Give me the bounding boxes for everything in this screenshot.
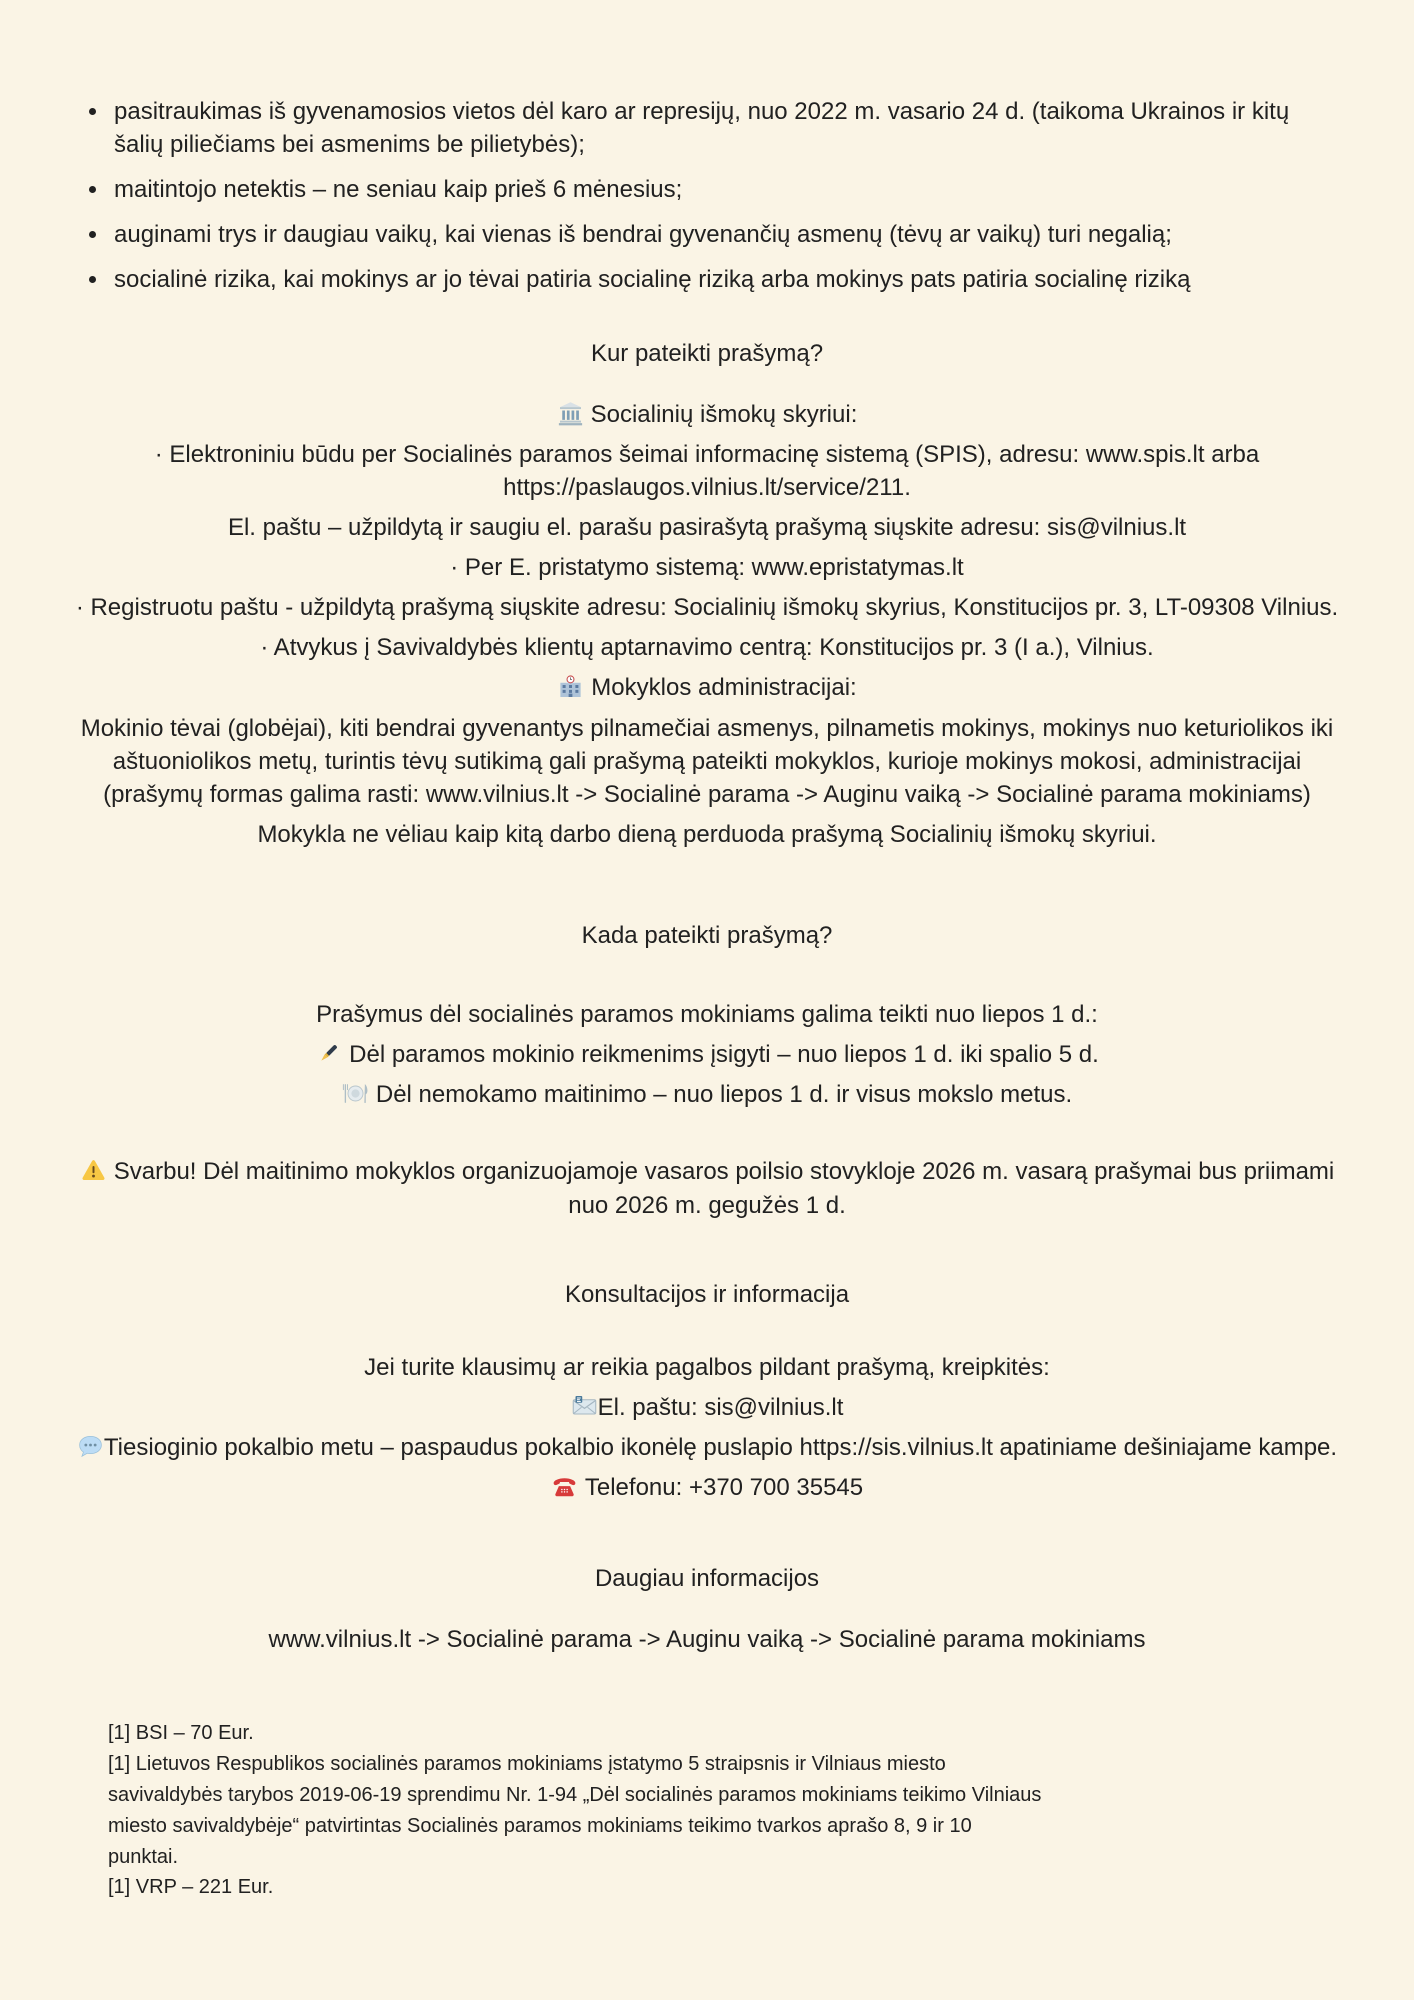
warning-icon [80, 1157, 107, 1184]
benefits-division-block [68, 398, 1346, 665]
section-heading-when: Kada pateikti prašymą? [581, 921, 833, 949]
footnote: [1] Lietuvos Respublikos socialinės paramos mokiniams įstatymo 5 straipsnis ir Vilniaus miesto savivaldybės tarybos 2019-06-19 sprendimu Nr. 1-94 „Dėl socialinės paramos mokiniams teikimo Vilniaus miesto savivaldybėje“ patvirtintas Socialinės paramos mokiniams teikimo tvarkos aprašo 8, 9 ir 10 punktai. [108, 1753, 1042, 1868]
fork-knife-plate-icon [342, 1080, 369, 1107]
channel-line: · Registruotu paštu - užpildytą prašymą siųskite adresu: Socialinių išmokų skyrius, Konstitucijos pr. 3, LT-09308 Vilnius. [75, 594, 1339, 622]
contact-email [68, 1391, 1346, 1424]
school-admin-title-text: Mokyklos administracijai: [591, 674, 857, 702]
channel-line: El. paštu – užpildytą ir saugiu el. parašu pasirašytą prašymą siųskite adresu: sis@vilnius.lt [227, 513, 1187, 541]
pen-icon [315, 1040, 342, 1067]
bank-icon [557, 400, 584, 427]
telephone-icon [551, 1473, 578, 1500]
list-item: • maitintojo netektis – ne seniau kaip prieš 6 mėnesius; [110, 173, 1320, 206]
benefits-division-title [68, 398, 1346, 431]
section-heading-more: Daugiau informacijos [594, 1565, 820, 1593]
channel-line: · Elektroniniu būdu per Socialinės paramos šeimai informacinę sistemą (SPIS), adresu: www.spis.lt arba https://paslaugos.vilnius.lt/service/211. [154, 440, 1260, 501]
list-item: • auginami trys ir daugiau vaikų, kai vienas iš bendrai gyvenančių asmenų (tėvų ar vaikų) turi negalią; [110, 218, 1320, 251]
school-admin-paragraph: Mokinio tėvai (globėjai), kiti bendrai gyvenantys pilnamečiai asmenys, pilnametis mokinys, mokinys nuo keturiolikos iki aštuoniolikos metų, turintis tėvų sutikimą gali prašymą pateikti mokyklos, kurioje mokinys mokosi, administracijai (prašymų formas galima rasti: www.vilnius.lt -> Socialinė parama -> Auginu vaiką -> Socialinė parama mokiniams) [80, 714, 1334, 808]
when-intro: Prašymus dėl socialinės paramos mokiniams galima teikti nuo liepos 1 d.: [316, 1001, 1098, 1029]
channel-line: · Atvykus į Savivaldybės klientų aptarnavimo centrą: Konstitucijos pr. 3 (I a.), Vilnius. [260, 634, 1154, 662]
when-block [68, 998, 1346, 1111]
contact-block [68, 1351, 1346, 1504]
eligibility-list [64, 95, 1350, 297]
school-icon [557, 673, 584, 700]
when-meals-text: Dėl nemokamo maitinimo – nuo liepos 1 d. ir visus mokslo metus. [375, 1081, 1073, 1109]
more-info-path: www.vilnius.lt -> Socialinė parama -> Auginu vaiką -> Socialinė parama mokiniams [268, 1626, 1146, 1654]
section-heading-contact: Konsultacijos ir informacija [564, 1280, 850, 1308]
school-admin-title [68, 671, 1346, 704]
footnote: [1] VRP – 221 Eur. [108, 1876, 274, 1899]
footnote: [1] BSI – 70 Eur. [108, 1722, 254, 1745]
section-heading-where: Kur pateikti prašymą? [590, 339, 824, 367]
speech-balloon-icon [77, 1433, 104, 1460]
list-item: • pasitraukimas iš gyvenamosios vietos dėl karo ar represijų, nuo 2022 m. vasario 24 d. (taikoma Ukrainos ir kitų šalių piliečiams bei asmenims be pilietybės); [110, 95, 1320, 161]
school-admin-note: Mokykla ne vėliau kaip kitą darbo dieną perduoda prašymą Socialinių išmokų skyriui. [257, 820, 1157, 848]
when-meals [68, 1078, 1346, 1111]
when-supplies [68, 1038, 1346, 1071]
footnotes [108, 1718, 1043, 1903]
list-item: • socialinė rizika, kai mokinys ar jo tėvai patiria socialinę riziką arba mokinys pats patiria socialinę riziką [110, 263, 1320, 296]
important-note [68, 1155, 1346, 1221]
important-note-text: Svarbu! Dėl maitinimo mokyklos organizuojamoje vasaros poilsio stovykloje 2026 m. vasarą prašymai bus priimami nuo 2026 m. gegužės 1 d. [113, 1158, 1335, 1219]
contact-chat [68, 1431, 1346, 1464]
contact-phone [68, 1471, 1346, 1504]
school-admin-block [68, 671, 1346, 851]
channel-line: · Per E. pristatymo sistemą: www.epristatymas.lt [450, 554, 964, 582]
when-supplies-text: Dėl paramos mokinio reikmenims įsigyti – nuo liepos 1 d. iki spalio 5 d. [349, 1041, 1099, 1069]
contact-phone-text: Telefonu: +370 700 35545 [584, 1474, 864, 1502]
benefits-division-title-text: Socialinių išmokų skyriui: [590, 400, 858, 428]
contact-intro: Jei turite klausimų ar reikia pagalbos pildant prašymą, kreipkitės: [364, 1353, 1050, 1381]
contact-chat-text: Tiesioginio pokalbio metu – paspaudus pokalbio ikonėlę puslapio https://sis.vilnius.lt apatiniame dešiniajame kampe. [103, 1433, 1338, 1461]
contact-email-text: El. paštu: sis@vilnius.lt [597, 1393, 844, 1421]
email-icon [571, 1393, 598, 1420]
